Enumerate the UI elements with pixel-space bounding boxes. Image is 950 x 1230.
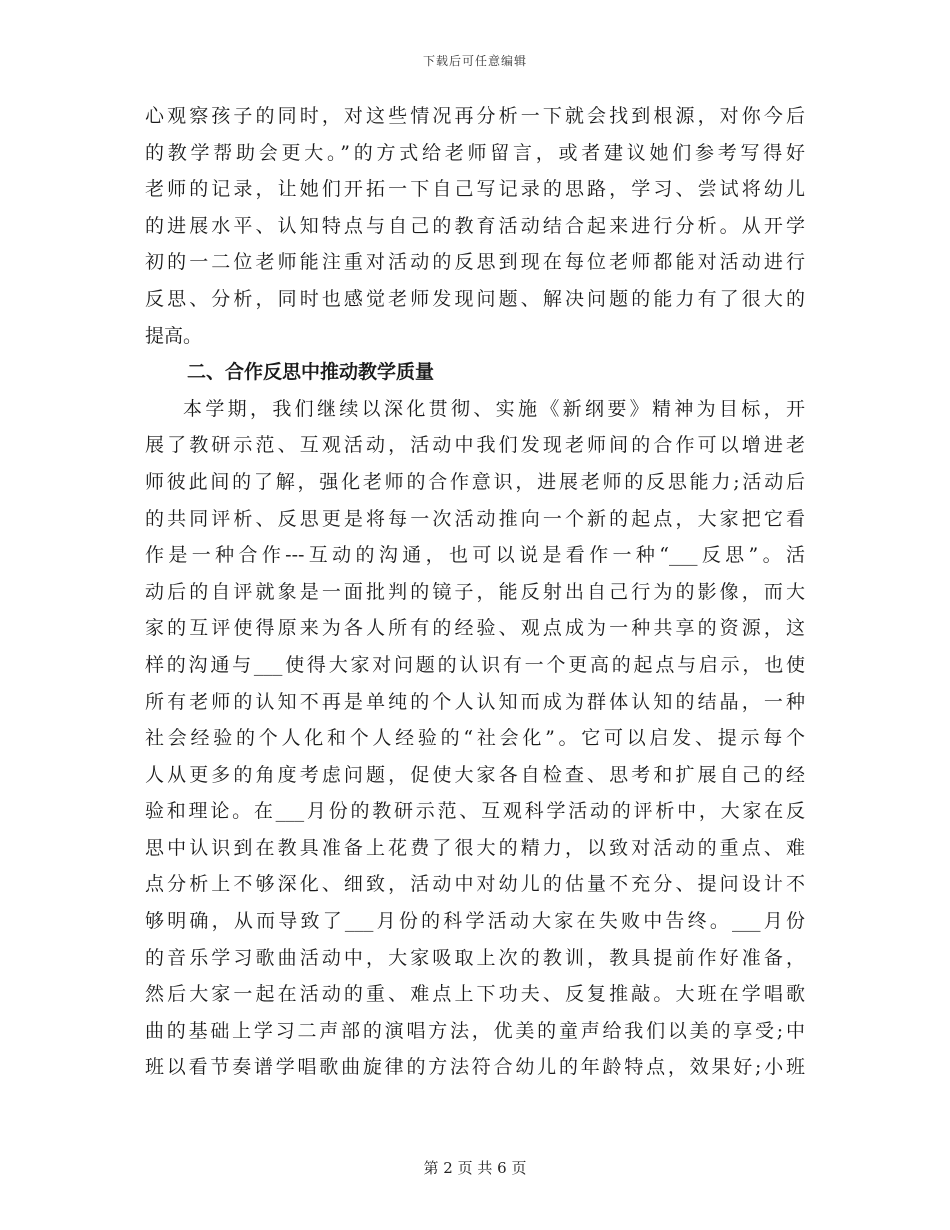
text-line: 人从更多的角度考虑问题，促使大家各自检查、思考和扩展自己的经 (145, 763, 805, 786)
text-line: 样的沟通与___使得大家对问题的认识有一个更高的起点与启示，也使 (145, 653, 805, 676)
text-line: 师彼此间的了解，强化老师的合作意识，进展老师的反思能力;活动后 (145, 470, 805, 493)
section-heading: 二、合作反思中推动教学质量 (187, 361, 435, 384)
document-body (145, 98, 805, 1086)
text-line: 够明确，从而导致了___月份的科学活动大家在失败中告终。___月份 (145, 910, 805, 933)
text-line: 的进展水平、认知特点与自己的教育活动结合起来进行分析。从开学 (145, 214, 805, 237)
text-line: 家的互评使得原来为各人所有的经验、观点成为一种共享的资源，这 (145, 617, 805, 640)
text-line: 社会经验的个人化和个人经验的“社会化”。它可以启发、提示每个 (145, 727, 805, 750)
text-line: 班以看节奏谱学唱歌曲旋律的方法符合幼儿的年龄特点，效果好;小班 (145, 1056, 805, 1079)
text-line: 本学期，我们继续以深化贯彻、实施《新纲要》精神为目标，开 (183, 397, 805, 420)
paragraph-main (145, 391, 805, 1086)
text-line: 展了教研示范、互观活动，活动中我们发现老师间的合作可以增进老 (145, 434, 805, 457)
text-line: 动后的自评就象是一面批判的镜子，能反射出自己行为的影像，而大 (145, 580, 805, 603)
text-line: 曲的基础上学习二声部的演唱方法，优美的童声给我们以美的享受;中 (145, 1019, 805, 1042)
text-line: 的教学帮助会更大。”的方式给老师留言，或者建议她们参考写得好 (145, 141, 805, 164)
text-line: 然后大家一起在活动的重、难点上下功夫、反复推敲。大班在学唱歌 (145, 983, 805, 1006)
page-header-note: 下载后可任意编辑 (422, 54, 527, 68)
text-line: 思中认识到在教具准备上花费了很大的精力，以致对活动的重点、难 (145, 836, 805, 859)
text-line: 的共同评析、反思更是将每一次活动推向一个新的起点，大家把它看 (145, 507, 805, 530)
text-line: 点分析上不够深化、细致，活动中对幼儿的估量不充分、提问设计不 (145, 873, 805, 896)
text-line: 反思、分析，同时也感觉老师发现问题、解决问题的能力有了很大的 (145, 287, 805, 310)
text-line: 初的一二位老师能注重对活动的反思到现在每位老师都能对活动进行 (145, 251, 805, 274)
text-line: 验和理论。在___月份的教研示范、互观科学活动的评析中，大家在反 (145, 800, 805, 823)
page-number-footer: 第 2 页 共 6 页 (423, 1159, 527, 1177)
text-line: 作是一种合作---互动的沟通，也可以说是看作一种“___反思”。活 (145, 544, 805, 567)
text-line: 心观察孩子的同时，对这些情况再分析一下就会找到根源，对你今后 (145, 105, 805, 127)
text-line: 提高。 (145, 324, 203, 347)
text-line: 老师的记录，让她们开拓一下自己写记录的思路，学习、尝试将幼儿 (145, 178, 805, 201)
text-line: 所有老师的认知不再是单纯的个人认知而成为群体认知的结晶，一种 (145, 690, 805, 713)
paragraph-continued (145, 98, 805, 354)
text-line: 的音乐学习歌曲活动中，大家吸取上次的教训，教具提前作好准备， (145, 946, 805, 969)
